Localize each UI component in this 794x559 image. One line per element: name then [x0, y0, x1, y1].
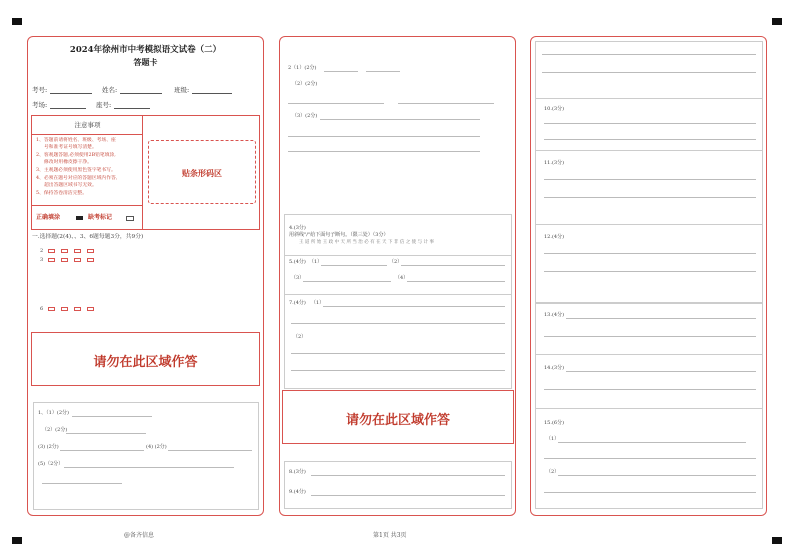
registration-mark-tr [772, 18, 782, 25]
bubble-6-d[interactable] [87, 307, 94, 311]
bubble-6-a[interactable] [48, 307, 55, 311]
q8-q9-area [284, 461, 512, 509]
bubble-2-c[interactable] [74, 249, 81, 253]
notice-line: 号和准考证号填写清楚。 [44, 145, 97, 150]
q7-1-line-2[interactable] [291, 323, 505, 324]
q1-4-label: (4) (2分) [146, 444, 167, 450]
room-label: 考场: [32, 101, 48, 109]
bubble-2-d[interactable] [87, 249, 94, 253]
footer-page-number: 第1页 共3页 [373, 532, 407, 539]
q13-line-2[interactable] [544, 336, 756, 337]
q5-3-line[interactable] [303, 281, 391, 282]
q12-line-2[interactable] [544, 271, 756, 272]
q7-label: 7.(4分) [289, 300, 306, 306]
correct-fill-label: 正确填涂 [36, 214, 61, 221]
q9-line[interactable] [311, 495, 505, 496]
notice-list [32, 135, 143, 205]
registration-mark-bl [12, 537, 22, 544]
q4-instruction: 用斜线"/"给下面句子断句。（限三处）（3分） [289, 232, 389, 238]
column-2-panel [279, 36, 516, 516]
q5-4-label: （4） [395, 275, 409, 281]
q15-label: 15.(6分) [544, 420, 565, 426]
q2-3-line-2[interactable] [288, 136, 480, 137]
q15-area [535, 409, 763, 509]
exam-title: 2024年徐州市中考模拟语文试卷（二） [69, 45, 222, 55]
q12-area [535, 225, 763, 303]
registration-mark-br [772, 537, 782, 544]
column-1-panel [27, 36, 264, 516]
q7-area [284, 295, 512, 389]
continuation-line-1[interactable] [542, 54, 756, 55]
q7-1-line-1[interactable] [323, 306, 505, 307]
seat-label: 座号: [96, 101, 112, 109]
notice-title: 注意事项 [74, 121, 101, 129]
q7-2-line-1[interactable] [291, 353, 505, 354]
q14-label: 14.(3分) [544, 365, 565, 371]
bubble-6-b[interactable] [61, 307, 68, 311]
bubble-2-a[interactable] [48, 249, 55, 253]
mc-question-number: 6 [40, 306, 44, 312]
notice-line: 5、保持答卷清洁完整。 [36, 191, 88, 196]
fill-legend [32, 205, 143, 230]
class-field[interactable] [192, 93, 232, 94]
absent-mark-label: 缺考标记 [88, 214, 113, 221]
top-continuation-area [535, 41, 763, 99]
q1-4-line[interactable] [168, 450, 252, 451]
q12-line-1[interactable] [544, 253, 756, 254]
q10-line-2[interactable] [544, 139, 756, 140]
q5-3-label: （3） [291, 275, 305, 281]
mc-section-title: 一.选择题(2(4)、、3、6题每题3分，共9分) [32, 234, 144, 240]
q2-2-label: （2）(2分) [292, 81, 318, 87]
footer-source: @备齐信息 [124, 532, 155, 539]
notice-block [31, 115, 260, 230]
q7-2-label: （2） [293, 334, 307, 340]
q1-5-label: (5)（2分） [38, 461, 64, 467]
no-write-zone-1 [31, 332, 260, 386]
mc-question-number: 3 [40, 257, 44, 263]
notice-line: 3、主观题必须使用黑色签字笔书写。 [36, 168, 116, 173]
no-write-zone-2 [282, 390, 514, 444]
notice-line: 2、客观题答题,必须使用2B铅笔填涂, [36, 153, 116, 158]
q2-2-line-b[interactable] [398, 103, 494, 104]
barcode-label: 贴条形码区 [182, 168, 222, 178]
q15-1-line-2[interactable] [544, 458, 756, 459]
q12-label: 12.(4分) [544, 234, 565, 240]
q8-label: 8.(3分) [289, 469, 306, 475]
q7-2-line-2[interactable] [291, 370, 505, 371]
class-label: 班级: [174, 86, 190, 94]
q15-2-label: （2） [546, 469, 560, 475]
room-field[interactable] [50, 108, 86, 109]
q14-area [535, 355, 763, 409]
q1-2-line[interactable] [66, 433, 146, 434]
q2-2-line-a[interactable] [288, 103, 384, 104]
bubble-3-b[interactable] [61, 258, 68, 262]
answer-sheet-subtitle: 答题卡 [133, 57, 158, 67]
q5-area [284, 256, 512, 295]
q13-label: 13.(4分) [544, 312, 565, 318]
notice-title-cell [32, 116, 143, 135]
q2-3-label: （3）(2分) [292, 113, 318, 119]
exam-no-label: 考号: [32, 86, 48, 94]
q2-1-line-b[interactable] [366, 71, 400, 72]
q4-label: 4.(3分) [289, 225, 306, 231]
registration-mark-tl [12, 18, 22, 25]
q2-3-line-3[interactable] [288, 151, 480, 152]
q1-5-line[interactable] [64, 467, 234, 468]
q13-area [535, 303, 763, 355]
bubble-3-a[interactable] [48, 258, 55, 262]
notice-line: 修改时用橡皮擦干净。 [44, 160, 92, 165]
seat-field[interactable] [114, 108, 150, 109]
q14-line-2[interactable] [544, 389, 756, 390]
q15-1-line-1[interactable] [558, 442, 746, 443]
absent-mark-box[interactable] [126, 216, 134, 221]
q4-sentence[interactable]: 王 道 所 始 王 政 中 天 所 当 治 必 有 在 天 下 非 信 之 使 与 计 事 [299, 240, 434, 245]
q15-2-line-2[interactable] [544, 492, 756, 493]
q11-label: 11.(3分) [544, 160, 565, 166]
barcode-area [148, 140, 256, 204]
q5-label: 5.(4分) [289, 259, 306, 265]
bubble-3-d[interactable] [87, 258, 94, 262]
q10-label: 10.(3分) [544, 106, 565, 112]
mc-question-number: 2 [40, 248, 44, 254]
q11-line-2[interactable] [544, 197, 756, 198]
q5-2-line[interactable] [401, 265, 505, 266]
name-field[interactable] [120, 93, 162, 94]
q1-3-label: (3) (2分) [38, 444, 59, 450]
bubble-3-c[interactable] [74, 258, 81, 262]
q11-line-1[interactable] [544, 179, 756, 180]
continuation-line-2[interactable] [542, 72, 756, 73]
notice-line: 超出答题区域书写无效。 [44, 183, 97, 188]
no-write-label: 请勿在此区域作答 [345, 413, 450, 428]
q2-3-line-1[interactable] [320, 119, 480, 120]
q13-line-1[interactable] [566, 318, 756, 319]
notice-line: 1、答题前请将姓名、班级、考场、座 [36, 138, 116, 143]
q14-line-1[interactable] [566, 371, 756, 372]
q5-1-line[interactable] [321, 265, 387, 266]
q5-2-label: （2） [389, 259, 403, 265]
q8-line[interactable] [311, 475, 505, 476]
q10-line-1[interactable] [544, 123, 756, 124]
q15-1-label: （1） [546, 436, 560, 442]
q10-area [535, 99, 763, 151]
q15-2-line-1[interactable] [558, 475, 756, 476]
q2-1-line-a[interactable] [324, 71, 358, 72]
q1-5-line-2[interactable] [42, 483, 122, 484]
q5-4-line[interactable] [407, 281, 505, 282]
q1-answer-area [33, 402, 259, 510]
exam-no-field[interactable] [50, 93, 92, 94]
notice-line: 4、必须在题号对应的答题区域内作答, [36, 176, 118, 181]
q1-1-label: 1、（1）(2分) [38, 410, 69, 416]
q9-label: 9.(4分) [289, 489, 306, 495]
name-label: 姓名: [102, 86, 118, 94]
q5-1-label: （1） [309, 259, 323, 265]
q1-2-label: （2）(2分) [42, 427, 68, 433]
bubble-6-c[interactable] [74, 307, 81, 311]
q2-1-label: 2（1）(2分) [288, 65, 317, 71]
no-write-label: 请勿在此区域作答 [93, 355, 198, 370]
filled-bubble-sample [76, 216, 83, 220]
q11-area [535, 151, 763, 225]
q1-3-line[interactable] [60, 450, 144, 451]
bubble-2-b[interactable] [61, 249, 68, 253]
q1-1-line[interactable] [72, 416, 152, 417]
q7-1-label: （1） [311, 300, 325, 306]
column-3-panel [530, 36, 767, 516]
q4-area [284, 214, 512, 256]
